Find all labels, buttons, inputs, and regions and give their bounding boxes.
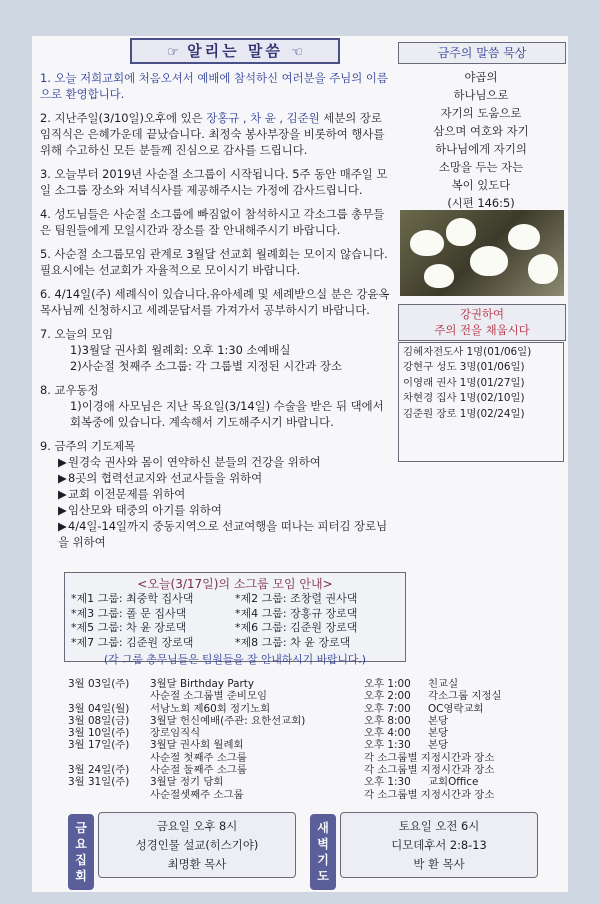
- verse-title: 금주의 말씀 묵상: [398, 42, 566, 64]
- evangelism-entry: 차현경 집사 1명(02/10일): [403, 392, 525, 405]
- small-group-entry: *제6 그룹: 김준원 장로댁: [235, 621, 358, 634]
- triangle-bullet-icon: ▶: [58, 487, 67, 501]
- prayer-item: ▶4/4일-14일까지 중동지역으로 선교여행을 떠나는 피터김 장로님을 위하여: [58, 519, 388, 549]
- evangelism-entry: 강현구 성도 3명(01/06일): [403, 361, 525, 374]
- announcement-item-9: 9. 금주의 기도제목 ▶원경숙 권사와 몸이 연약하신 분들의 건강을 위하여 ▶8곳의 협력선교지와 선교사들을 위하여 ▶교회 이전문제를 위하여 ▶임산모와 태중의 아기를 위하여 ▶4/4일-14일까지 중동지역으로 선교여행을 떠나는 피터김 장로님을 위하여: [40, 438, 392, 550]
- elder-names: 장홍규 , 차 윤 , 김준원: [206, 111, 320, 125]
- small-group-note: (각 그룹 총무님들은 팀원들을 잘 안내하시기 바랍니다.): [104, 653, 366, 666]
- triangle-bullet-icon: ▶: [58, 471, 67, 485]
- evangelism-title: 강권하여 주의 전을 채웁시다: [398, 304, 566, 341]
- prayer-item: ▶교회 이전문제를 위하여: [58, 487, 186, 501]
- schedule-table: [68, 678, 568, 801]
- dawn-prayer-tab: 새벽기도: [310, 814, 336, 890]
- magnolia-photo: [400, 210, 564, 296]
- small-group-entry: *제8 그룹: 차 윤 장로댁: [235, 635, 351, 649]
- announcement-item-5: 5. 사순절 소그룹모임 관계로 3월달 선교회 월례회는 모이지 않습니다. 필요시에는 선교회가 자율적으로 모이시기 바랍니다.: [40, 247, 388, 277]
- schedule-row: 사순절 소그룹별 준비모임 오후 2:00 각소그룹 지정실: [150, 690, 502, 703]
- prayer-item: ▶8곳의 협력선교지와 선교사들을 위하여: [58, 471, 263, 485]
- pointing-hand-right-icon: ☜: [291, 45, 303, 60]
- schedule-row: 3월 03일(주) 3월달 Birthday Party 오후 1:00 친교실: [68, 678, 459, 690]
- dawn-prayer-box: 토요일 오전 6시 디모데후서 2:8-13 박 환 목사: [340, 812, 538, 878]
- evangelism-list: [398, 342, 564, 462]
- evangelism-entry: 김혜자전도사 1명(01/06일): [403, 346, 532, 358]
- schedule-row: 3월 31일(주) 3월달 정기 당회 오후 1:30 교회Office: [68, 776, 479, 789]
- schedule-row: 사순절 첫째주 소그룹 각 소그룹별 지정시간과 장소: [150, 751, 495, 764]
- schedule-row: 3월 04일(월) 서남노회 제60회 정기노회 오후 7:00 OC영락교회: [68, 702, 484, 715]
- announcement-item-3: 3. 오늘부터 2019년 사순절 소그룹이 시작됩니다. 5주 동안 매주일 모일 소그룹 장소와 저녁식사를 제공해주시는 가정에 감사드립니다.: [40, 167, 388, 197]
- announcement-item-4: 4. 성도님들은 사순절 소그룹에 빠짐없이 참석하시고 각소그룹 총무들은 팀원들에게 모일시간과 장소를 잘 안내해주시기 바랍니다.: [40, 207, 385, 237]
- small-group-grid: [65, 592, 405, 650]
- small-group-title: <오늘(3/17일)의 소그룹 모임 안내>: [137, 577, 333, 591]
- small-group-entry: *제5 그룹: 차 윤 장로댁: [71, 621, 187, 634]
- small-group-box: [64, 572, 406, 666]
- small-group-entry: *제7 그룹: 김준원 장로댁: [71, 635, 194, 649]
- schedule-row: 3월 24일(주) 사순절 둘째주 소그룹 각 소그룹별 지정시간과 장소: [68, 764, 495, 777]
- schedule-row: 3월 10일(주) 장로임직식 오후 4:00 본당: [68, 727, 449, 740]
- schedule-row: 3월 17일(주) 3월달 권사회 월례회 오후 1:30 본당: [68, 739, 449, 752]
- friday-box: 금요일 오후 8시 성경인물 설교(히스기야) 최명환 목사: [98, 812, 296, 878]
- small-group-entry: *제3 그룹: 폴 문 집사댁: [71, 606, 187, 620]
- schedule-row: 3월 08일(금) 3월달 헌신예배(주관: 요한선교회) 오후 8:00 본당: [68, 714, 449, 727]
- triangle-bullet-icon: ▶: [58, 455, 67, 469]
- pointing-hand-left-icon: ☞: [167, 45, 179, 60]
- friday-tab: 금요집회: [68, 814, 94, 890]
- bulletin-page: [32, 36, 568, 892]
- prayer-item: ▶원경숙 권사와 몸이 연약하신 분들의 건강을 위하여: [58, 455, 321, 469]
- schedule-row: 사순절셋째주 소그룹 각 소그룹별 지정시간과 장소: [150, 788, 495, 801]
- announcement-item-1: 1. 오늘 저희교회에 처음오셔서 예배에 참석하신 여러분을 주님의 이름으로 환영합니다.: [40, 71, 388, 101]
- small-group-entry: *제4 그룹: 장홍규 장로댁: [235, 606, 358, 620]
- announcements-title-box: [130, 38, 340, 64]
- announcements-title: 알리는 말씀: [187, 42, 283, 60]
- announcement-item-2: 2. 지난주일(3/10일)오후에 있은 장홍규 , 차 윤 , 김준원 세분의 장로임직식은 은혜가운데 끝났습니다. 최정숙 봉사부장을 비롯하여 행사를 위해 수고하신 모든 분들께 진심으로 감사를 드립니다.: [40, 111, 385, 157]
- prayer-item: ▶임산모와 태중의 아기를 위하여: [58, 503, 222, 517]
- announcement-item-8: 8. 교우동정 1)이경애 사모님은 지난 목요일(3/14일) 수술을 받은 뒤 댁에서 회복중에 있습니다. 계속해서 기도해주시기 바랍니다.: [40, 383, 384, 429]
- evangelism-entry: 이영래 권사 1명(01/27일): [403, 376, 525, 389]
- triangle-bullet-icon: ▶: [58, 503, 67, 517]
- announcement-item-6: 6. 4/14일(주) 세례식이 있습니다.유아세례 및 세례받으실 분은 강윤옥 목사님께 신청하시고 세례문답서를 가져가서 공부하시기 바랍니다.: [40, 287, 390, 317]
- small-group-entry: *제1 그룹: 최중학 집사댁: [71, 592, 194, 605]
- announcement-list: [40, 70, 392, 558]
- evangelism-entry: 김준원 장로 1명(02/24일): [403, 407, 525, 420]
- triangle-bullet-icon: ▶: [58, 519, 67, 533]
- small-group-entry: *제2 그룹: 조창렬 권사댁: [235, 592, 358, 605]
- announcement-item-7: 7. 오늘의 모임 1)3월달 권사회 월례회: 오후 1:30 소예배실 2)사순절 첫째주 소그룹: 각 그룹별 지정된 시간과 장소: [40, 327, 342, 373]
- verse-text: 야곱의 하나님으로 자기의 도움으로 삼으며 여호와 자기 하나님에게 자기의 소망을 두는 자는 복이 있도다 (시편 146:5): [433, 70, 529, 210]
